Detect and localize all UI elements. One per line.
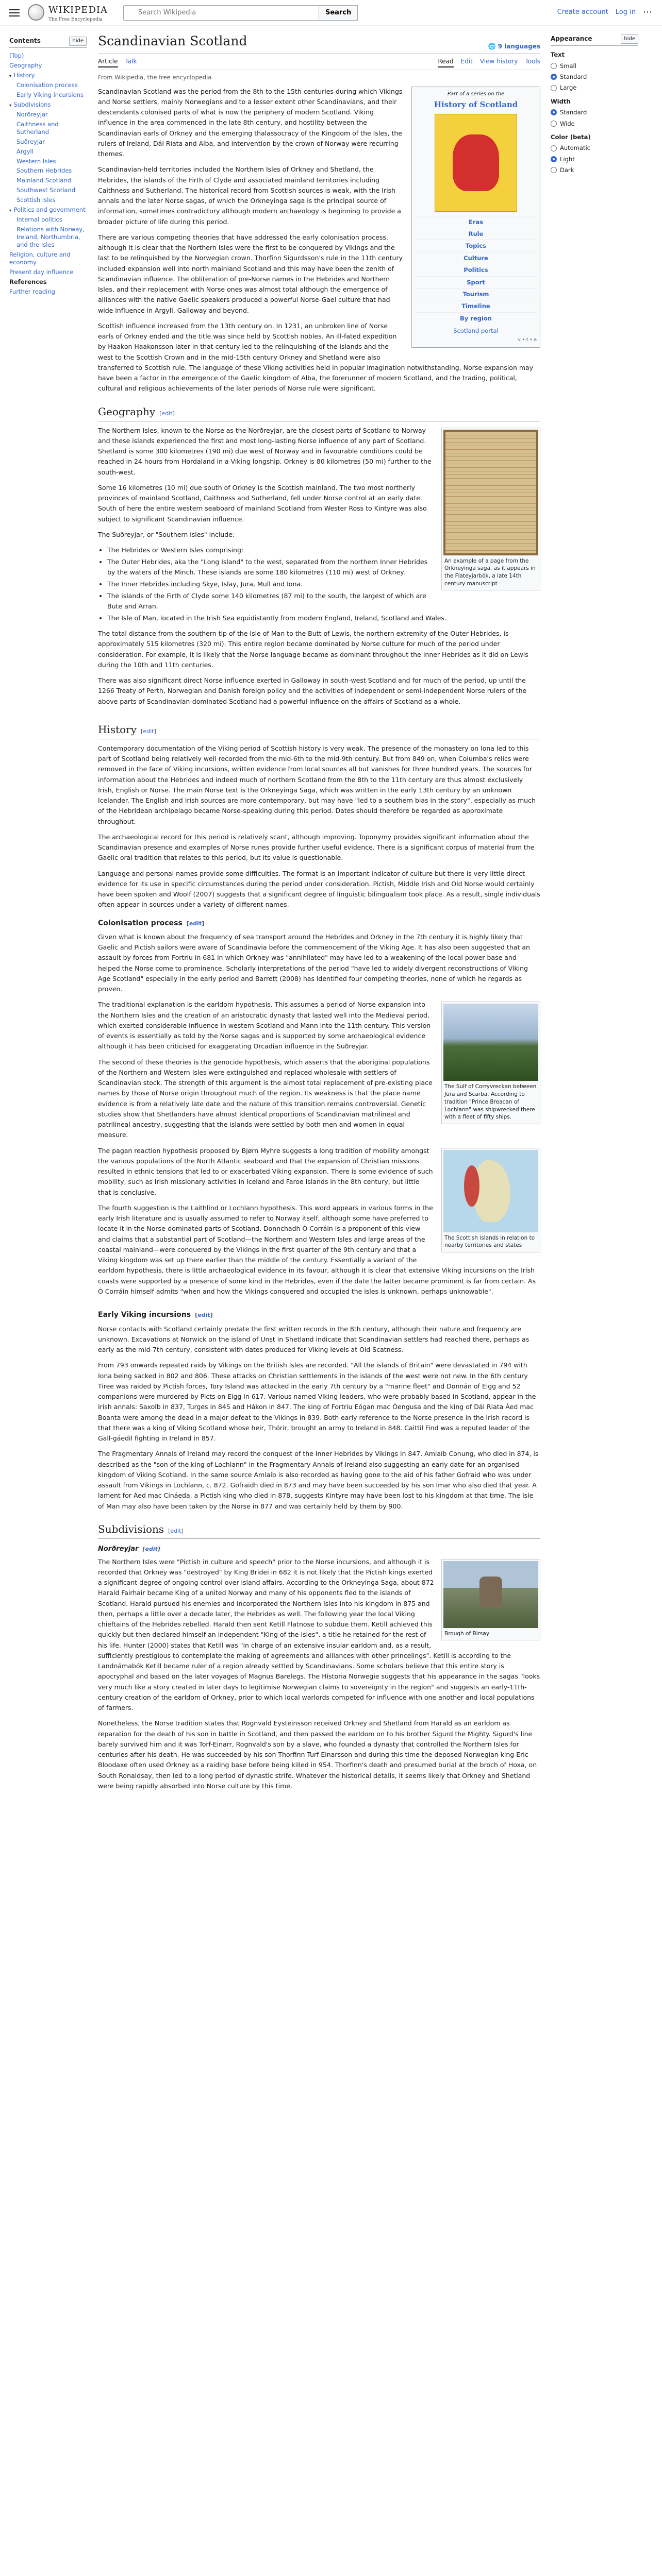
toc-item[interactable] (9, 71, 87, 80)
toc-item[interactable] (9, 176, 87, 185)
chevron-down-icon[interactable]: ▾ (9, 208, 13, 213)
from-wikipedia: From Wikipedia, the free encyclopedia (98, 74, 212, 81)
tab-tools[interactable]: Tools (525, 58, 540, 65)
search-form (123, 5, 358, 21)
radio-icon[interactable] (551, 109, 557, 115)
history-title: History (98, 723, 137, 736)
toc-item[interactable] (9, 185, 87, 195)
toc-item-label: Relations with Norway, Ireland, Northumbria, and the Isles (16, 226, 85, 248)
figure-corryvreckan (441, 1002, 540, 1124)
list-item: • The Hebrides or Western Isles comprising: (107, 545, 540, 555)
toc-item-label: Suðreyjar (16, 138, 45, 145)
toc-item[interactable] (9, 225, 87, 250)
width-label: Width (551, 97, 571, 105)
radio-label: Dark (560, 166, 574, 174)
toc-item-label: Subdivisions (13, 100, 51, 108)
radio-option[interactable] (551, 72, 638, 81)
edit-link[interactable]: edit (145, 1545, 158, 1552)
edit-link[interactable]: edit (170, 1527, 181, 1534)
toc-item[interactable] (9, 61, 87, 71)
early-incursions-heading: Early Viking incursions [edit] (98, 1311, 213, 1319)
globe-icon (28, 4, 44, 21)
figure-caption: Brough of Birsay (444, 1630, 490, 1637)
tab-talk[interactable]: Talk (125, 58, 137, 65)
appearance-title: Appearance (551, 35, 592, 42)
toc-item-label: (Top) (9, 52, 24, 60)
toc-item[interactable] (9, 267, 87, 277)
scottish-islands-map[interactable] (443, 1150, 538, 1232)
toc-item-label: Further reading (9, 287, 55, 295)
toc-item-label: Scottish Isles (16, 196, 56, 204)
geography-heading: Geography [edit] (98, 403, 540, 421)
color-label: Color (beta) (551, 133, 591, 141)
infobox-row[interactable]: Sport (415, 276, 537, 288)
search-input[interactable] (123, 5, 319, 21)
chevron-down-icon[interactable]: ▾ (9, 74, 13, 79)
language-button[interactable]: 🌐 9 languages (488, 42, 540, 50)
history-paragraph-3: Language and personal names provide some difficulties. The format is an important indicator of culture but there is very little direct evidence for its use in specific circumstances during the period under consideration. Pictish, Middle Irish and Old Norse would certainly have been spoken and Woolf (2007) suggests that a significant degree of linguistic bilingualism took place. As a result, single individuals often appear in sources under a variety of different names. (98, 869, 540, 909)
intro-paragraph-4: Scottish influence increased from the 13th century on. In 1231, an unbroken line of Norse earls of Orkney ended and the title was since held by Scottish nobles. An ill-fated expedition by Haakon Haakonsson later in that century led to the relinquishing of the islands and the west to the Scottish Crown and in the mid-15th century Orkney and Shetland were also transferred to Scottish rule. The language of these Viking activities held in popular imagination notwithstanding, Norse expansion may have been a factor in the emergence of the Gaelic kingdom of Alba, the forerunner of modern Scotland, and the trading, political, cultural and religious achievements of the later periods of Norse rule were significant. (98, 321, 534, 393)
search-button[interactable]: Search (319, 5, 358, 21)
colonisation-paragraph-4: The pagan reaction hypothesis proposed by Bjørn Myhre suggests a long tradition of mobility amongst the various populations of the North Atlantic seaboard and that the expansion of Christian missions resulted in ethnic tensions that led to or exacerbated Viking expansion. There is some evidence of such mobility, such as Irish missionary activities in Iceland and Faroe Islands in the 8th century, but little that is conclusive. (98, 1146, 433, 1196)
geography-title: Geography (98, 405, 156, 418)
toc-item[interactable] (9, 287, 87, 297)
edit-link[interactable]: edit (143, 727, 154, 735)
broch-shape (479, 1577, 502, 1607)
nordreyjar-title: Norðreyjar (98, 1545, 139, 1553)
list-item: • The Inner Hebrides including Skye, Islay, Jura, Mull and Iona. (107, 579, 540, 589)
nordreyjar-paragraph-1: The Northern Isles were "Pictish in culture and speech" prior to the Norse incursions, and although it is recorded that Orkney was "destroyed" by King Bridei in 682 it is not likely that the Pictish kings exerted a significant degree of ongoing control over island affairs. According to the Orkneyinga Saga, about 872 Harald Fairhair became King of a united Norway and many of his opponents fled to the islands of Scotland. Harald pursued his enemies and incorporated the Northern Isles into his kingdom in 875 and then, perhaps a little over a decade later, the Hebrides as well. The following year the local Viking chieftains of the Hebrides rebelled. Harald then sent Ketill Flatnose to subdue them. Ketill achieved this quickly but then declared himself an independent "King of the Isles", a title he retained for the rest of his life. Hunter (2000) states that Ketill was "in charge of an extensive insular earldom and, as a result, sufficiently prestigious to contemplate the making of agreements and alliances with other princelings". Ketill is according to the Landnámabók Ketill became ruler of a region already settled by Scandinavians. Some scholars believe that this entire story is apocryphal and based on the later voyages of Magnus Barelegs. The Historia Norwegie suggests that his appearance in the sagas "looks very much like a story created in later days to legitimise Norwegian claims to sovereignty in the region" and suggests an early-11th-century creation of the earldom of Orkney, prior to which local warlords competed for influence with one another and local populations of farmers. (98, 1557, 540, 1712)
map-highlight-shape (464, 1165, 479, 1207)
radio-option[interactable] (551, 143, 638, 152)
geography-paragraph-4: The total distance from the southern tip of the Isle of Man to the Butt of Lewis, the northern extremity of the Outer Hebrides, is approximately 515 kilometres (320 mi). This entire region became dominated by Norse culture for much of the period under consideration. For example, it is likely that the Norse language became as dominant throughout the Inner Hebrides as it did on Lewis during the 10th and 11th centuries. (98, 630, 528, 669)
toc-item[interactable] (9, 166, 87, 176)
colonisation-heading: Colonisation process [edit] (98, 919, 205, 927)
toc-item-label: Norðreyjar (16, 110, 48, 118)
toc-item-label: Geography (9, 62, 42, 70)
map-land-shape (474, 1160, 510, 1222)
royal-banner-image (435, 114, 517, 212)
nordreyjar-heading: Norðreyjar [edit] (98, 1545, 160, 1553)
lion-rampant-icon (453, 134, 499, 191)
history-heading: History [edit] (98, 721, 540, 739)
toc-item-label: Politics and government (13, 206, 86, 214)
geography-paragraph-5: There was also significant direct Norse influence exerted in Galloway in south-west Scotland and for much of the period, up until the 1266 Treaty of Perth, Norwegian and Danish foreign policy and the activities of independent or semi-independent Norse rulers of the above parts of Scandinavian-dominated Scotland had a powerful influence on the affairs of Scotland as a whole. (98, 676, 527, 705)
radio-option[interactable] (551, 155, 638, 164)
tab-view-history[interactable]: View history (479, 58, 518, 65)
figure-caption: The Scottish islands in relation to nearby territories and states (444, 1234, 535, 1249)
infobox-row[interactable]: Timeline (415, 300, 537, 312)
radio-label: Standard (560, 73, 587, 80)
infobox-row[interactable]: Tourism (415, 288, 537, 300)
toc-item-label: References (9, 278, 47, 285)
colonisation-paragraph-3: The second of these theories is the genocide hypothesis, which asserts that the aboriginal populations of the Northern and Western Isles were extinguished and replaced wholesale with settlers of Scandinavian stock. The strength of this argument is the almost total replacement of pre-existing place names by those of Norse origin throughout much of the region. Its weakness is that the place name evidence is from a relatively late date and the nature of this transition remains controversial. Genetic studies show that Shetlanders have almost identical proportions of Scandinavian matrilineal and patrilineal ancestry, suggesting that the islands were settled by both men and women in equal measure. (98, 1058, 433, 1139)
infobox-nav[interactable]: v • t • e (518, 337, 537, 343)
intro-paragraph-1: Scandinavian Scotland was the period from the 8th to the 15th centuries during which Vikings and Norse settlers, mainly Norwegians and to a lesser extent other Scandinavians, and their descendants colonised parts of what is now the periphery of modern Scotland. Viking influence in the area commenced in the late 8th century, and hostility between the Scandinavian earls of Orkney and the emerging thalassocracy of the Kingdom of the Isles, the rulers of Ireland, Dál Riata and Alba, and intervention by the crown of Norway were recurring themes. (98, 87, 403, 158)
colonisation-paragraph-2: The traditional explanation is the earldom hypothesis. This assumes a period of Norse expansion into the Northern Isles and the creation of an aristocratic dynasty that lasted well into the Medieval period, which exerted considerable influence in western Scotland and Mann into the 11th century. This version of events is essentially as told by the Norse sagas and is supported by some archaeological evidence although it has been criticised for exaggerating Orcadian influence in the Suðreyjar. (98, 1001, 431, 1050)
toc-item-label: Southern Hebrides (16, 167, 72, 175)
subdivisions-title: Subdivisions (98, 1522, 164, 1535)
infobox-row[interactable]: By region (415, 312, 537, 324)
logo-text: WIKIPEDIA (48, 4, 108, 15)
list-item: • The islands of the Firth of Clyde some 140 kilometres (87 mi) to the south, the largest of which are Bute and Arran. (107, 591, 540, 612)
toc-item[interactable] (9, 51, 87, 61)
toc-item[interactable] (9, 250, 87, 267)
toc-item[interactable] (9, 110, 87, 120)
toc-item[interactable] (9, 195, 87, 205)
early-incursions-title: Early Viking incursions (98, 1311, 191, 1319)
toc-item[interactable] (9, 147, 87, 157)
birsay-image[interactable] (443, 1561, 538, 1628)
text-size-label: Text (551, 51, 565, 59)
geography-paragraph-1: The Northern Isles, known to the Norse as the Norðreyjar, are the closest parts of Scotland to Norway and these islands experienced the first and most long-lasting Norse influence of any part of Scotland. Shetland is some 300 kilometres (190 mi) due west of Norway and in favourable conditions could be reached in 24 hours from Hordaland in a Viking longship. Orkney is 80 kilometres (50 mi) further to the south-west. (98, 426, 432, 476)
table-of-contents (9, 26, 87, 1797)
toc-item-label: Religion, culture and economy (9, 250, 71, 266)
logo-subtitle: The Free Encyclopedia (48, 17, 103, 23)
subdivisions-heading: Subdivisions [edit] (98, 1521, 540, 1539)
radio-label: Standard (560, 109, 587, 116)
nordreyjar-paragraph-2: Nonetheless, the Norse tradition states that Rognvald Eysteinsson received Orkney and Shetland from Harald as an earldom as reparation for the death of his son in battle in Scotland, and then passed the earldom on to his brother Sigurd the Mighty. Sigurd's line barely survived him and it was Torf-Einarr, Rognvald's son by a slave, who founded a dynasty that controlled the Northern Isles for centuries after his death. He was succeeded by his son Thorfinn Turf-Einarsson and during this time the deposed Norwegian king Eric Bloodaxe often used Orkney as a raiding base before being killed in 954. Thorfinn's death and presumed burial at the broch of Hoxa, on South Ronaldsay, then led to a long period of dynastic strife. Whatever the historical details, it seems likely that Orkney and Shetland were being rapidly absorbed into Norse culture by this time. (98, 1719, 537, 1790)
toc-item-label: Internal politics (16, 216, 62, 224)
toc-item-label: Colonisation process (16, 81, 78, 89)
radio-label: Automatic (560, 144, 590, 152)
site-header (0, 0, 662, 26)
toc-item-label: Western Isles (16, 157, 56, 165)
radio-icon[interactable] (551, 156, 557, 162)
intro-paragraph-3: There are various competing theories that have addressed the early colonisation process, although it is clear that the Northern Isles were the first to be conquered by Vikings and the last to be relinquished by the Norwegian crown. Thorfinn Sigurdsson's rule in the 11th century included expansion well into north mainland Scotland and this may have been the zenith of Scandinavian influence. The obliteration of pre-Norse names in the Hebrides and Northern Isles, and their replacement with Norse ones was almost total although the emergence of alliances with the native Gaelic speakers produced a powerful Norse-Gael culture that had wide influence in Argyll, Galloway and beyond. (98, 233, 403, 314)
toc-item[interactable] (9, 277, 87, 287)
radio-option[interactable] (551, 61, 638, 71)
radio-icon[interactable] (551, 167, 557, 173)
create-account-link[interactable]: Create account (557, 8, 608, 16)
log-in-link[interactable]: Log in (615, 8, 636, 16)
edit-link[interactable]: edit (189, 920, 202, 927)
radio-option[interactable] (551, 119, 638, 128)
toc-item[interactable] (9, 137, 87, 147)
toc-item[interactable] (9, 100, 87, 110)
infobox-row[interactable]: Rule (415, 228, 537, 240)
colonisation-paragraph-1: Given what is known about the frequency of sea transport around the Hebrides and Orkney in the 7th century it is highly likely that Gaelic and Pictish sailors were aware of Scandinavia before the commencement of the Viking Age. It has also been suggested that an assault by forces from Fortriu in 681 in which Orkney was "annihilated" may have led to a weakening of the local power base and helped the Norse come to prominence. Scholarly interpretations of the period "have led to widely divergent reconstructions of Viking Age Scotland" especially in the early period and Barrett (2008) has identified four competing theories, none of which he regards as proven. (98, 933, 530, 993)
toc-item[interactable] (9, 205, 87, 215)
infobox-row[interactable]: Culture (415, 252, 537, 264)
tab-article[interactable]: Article (98, 57, 118, 67)
figure-map (441, 1148, 540, 1252)
edit-link[interactable]: edit (197, 1312, 210, 1319)
toc-item-label: Early Viking incursions (16, 91, 84, 98)
more-options-icon[interactable]: ⋯ (643, 7, 653, 18)
infobox-title[interactable]: History of Scotland (434, 99, 518, 109)
early-paragraph-2: From 793 onwards repeated raids by Vikings on the British Isles are recorded. "All the islands of Britain" were devastated in 794 with Iona being sacked in 802 and 806. These attacks on Christian settlements in the islands of the west were not new. In the 6th century Tiree was raided by Pictish forces, Tory Island was attacked in the early 7th century by a "marine fleet" and Donnán of Eigg and 52 companions were murdered by Picts on Eigg in 617. Various named Viking leaders, who were probably based in Scotland, appear in the Irish annals: Saxolb in 837, Turges in 845 and Hákon in 847. The king of Fortriu Eógan mac Óengusa and the king of Dál Riata Áed mac Boanta were among the dead in a major defeat to the Vikings in 839. Both early reference to the Norse presence in the Irish record is that there was a king of Viking Scotland whose heir, Thórir, brought an army to Ireland in 848. Caittil Find was a reputed leader of the Gall-gáedil fighting in Ireland in 857. (98, 1361, 536, 1443)
radio-label: Small (560, 62, 576, 70)
intro-paragraph-2: Scandinavian-held territories included the Northern Isles of Orkney and Shetland, the Hebrides, the islands of the Firth of Clyde and associated mainland territories including Caithness and Sutherland. The historical record from Scottish sources is weak, with the Irish annals and the later Norse sagas, of which the Orkneyinga saga is the principal source of information, sometimes contradictory although modern archaeology is beginning to provide a broader picture of life during this period. (98, 165, 401, 226)
infobox (411, 87, 540, 348)
figure-caption: The Sulf of Corryvreckan between Jura and Scarba. According to tradition "Prince Breacan of Lochlann" was shipwrecked there with a fleet of fifty ships. (444, 1083, 537, 1121)
early-paragraph-1: Norse contacts with Scotland certainly predate the first written records in the 8th century, although their nature and frequency are unknown. Excavations at Norwick on the island of Unst in Shetland indicate that Scandinavian settlers had reached there, perhaps as early as the mid-7th century, consistent with dates produced for Viking levels at Old Scatness. (98, 1325, 529, 1354)
appearance-panel (551, 26, 638, 1797)
toc-item[interactable] (9, 120, 87, 137)
main-menu-icon[interactable] (9, 9, 20, 16)
radio-option[interactable] (551, 83, 638, 92)
appearance-hide-button[interactable]: hide (621, 35, 638, 44)
colonisation-title: Colonisation process (98, 919, 183, 927)
toc-hide-button[interactable]: hide (69, 37, 87, 46)
radio-label: Large (560, 84, 577, 92)
corryvreckan-image[interactable] (443, 1004, 538, 1081)
edit-link[interactable]: edit (161, 410, 173, 417)
toc-item-label: Southwest Scotland (16, 187, 76, 194)
figure-manuscript (441, 428, 540, 591)
tab-edit[interactable]: Edit (460, 58, 473, 65)
infobox-row[interactable]: Politics (415, 264, 537, 276)
radio-label: Light (560, 155, 575, 163)
toc-title: Contents (9, 37, 41, 44)
radio-icon[interactable] (551, 145, 557, 151)
colonisation-paragraph-5: The fourth suggestion is the Laithlind or Lochlann hypothesis. This word appears in various forms in the early Irish literature and is usually assumed to refer to Norway itself, although some have preferred to locate it in the Norse-dominated parts of Scotland. Donnchadh Ó Corráin is a proponent of this view and claims that a substantial part of Scotland—the Northern and Western Isles and large areas of the coastal mainland—were conquered by the Vikings in the first quarter of the 9th century and that a Viking kingdom was set up there earlier than the middle of the century. Essentially a variant of the earldom hypothesis, there is little archaeological evidence in its favour, although it is clear that extensive Viking incursions on the Irish coasts were supported by a presence of some kind in the Hebrides, even if the date the latter became prominent is far from certain. As Ó Corráin himself admits "when and how the Vikings conquered and occupied the isles is unknown, perhaps unknowable". (98, 1204, 536, 1295)
page-title: Scandinavian Scotland (98, 33, 247, 48)
radio-label: Wide (560, 120, 575, 127)
main-content (87, 26, 551, 1797)
radio-option[interactable] (551, 165, 638, 175)
toc-item[interactable] (9, 215, 87, 225)
radio-icon[interactable] (551, 63, 557, 69)
figure-birsay (441, 1559, 540, 1641)
toc-item-label: Mainland Scotland (16, 177, 71, 184)
toc-item-label: Caithness and Sutherland (16, 120, 59, 135)
early-paragraph-3: The Fragmentary Annals of Ireland may record the conquest of the Inner Hebrides by Vikings in 847. Amlaíb Conung, who died in 874, is described as the "son of the king of Lochlann" in the Fragmentary Annals of Ireland also suggesting an early date for an organised kingdom of Viking Scotland. In the same source Amlaíb is also recorded as having gone to the aid of his father Gofraid who was under assault from Vikings in Lochlann, c. 872. Gofraidh died in 873 and may have been succeeded by his son Ímar who also died that year. A lament for Áed mac Cináeda, a Pictish king who died in 878, suggests Kintyre may have been lost to his kingdom at that time. The Isle of Man may also have been taken by the Norse in 877 and was certainly held by them by 900. (98, 1450, 539, 1510)
radio-icon[interactable] (551, 85, 557, 91)
toc-item-label: Present day influence (9, 268, 74, 276)
radio-option[interactable] (551, 108, 638, 117)
wikipedia-logo[interactable] (28, 3, 108, 23)
chevron-down-icon[interactable]: ▾ (9, 103, 13, 108)
language-count: 9 languages (498, 42, 540, 50)
infobox-top: Part of a series on the (447, 91, 505, 97)
toc-item-label: History (13, 72, 35, 79)
toc-item[interactable] (9, 157, 87, 166)
toc-item[interactable] (9, 80, 87, 90)
list-item: • The Outer Hebrides, aka the "Long Island" to the west, separated from the northern Inner Hebrides by the waters of the Minch. These islands are some 180 kilometres (110 mi) west of Orkney. (107, 557, 540, 578)
infobox-row[interactable]: Eras (415, 216, 537, 228)
toc-item-label: Argyll (16, 147, 34, 155)
infobox-row[interactable]: Topics (415, 240, 537, 251)
manuscript-image[interactable] (443, 430, 538, 555)
geography-paragraph-2: Some 16 kilometres (10 mi) due south of Orkney is the Scottish mainland. The two most northerly provinces of mainland Scotland, Caithness and Sutherland, fell under Norse control at an early date. South of here the entire western seaboard of mainland Scotland from Wester Ross to Kintyre was also subject to significant Scandinavian influence. (98, 483, 427, 523)
radio-icon[interactable] (551, 74, 557, 80)
radio-icon[interactable] (551, 121, 557, 127)
history-paragraph-2: The archaeological record for this period is relatively scant, although improving. Toponymy provides significant information about the Scandinavian presence and examples of Norse runes provide further useful evidence. There is a significant corpus of material from the Gaelic oral tradition that relates to this period, but its value is questionable. (98, 833, 535, 862)
tab-read[interactable]: Read (438, 57, 453, 67)
geography-paragraph-3: The Suðreyjar, or "Southern isles" include: (98, 530, 235, 538)
toc-item[interactable] (9, 90, 87, 100)
figure-caption: An example of a page from the Orkneyinga saga, as it appears in the Flateyjarbók, a late 14th century manuscript (444, 557, 536, 587)
history-paragraph-1: Contemporary documentation of the Viking period of Scottish history is very weak. The presence of the monastery on Iona led to this part of Scotland being relatively well recorded from the mid-6th to the mid-9th century. But from 849 on, when Columba's relics were removed in the face of Viking incursions, written evidence from local sources all but vanishes for three hundred years. The sources for information about the Hebrides and indeed much of northern Scotland from the 8th to the 11th century are thus almost exclusively Irish, English or Norse. The main Norse text is the Orkneyinga Saga, which was written in the early 13th century by an unknown Icelander. The English and Irish sources are more contemporary, but may have "led to a southern bias in the story", especially as much of the Hebridean archipelago became Norse-speaking during this period. Dates should therefore be regarded as approximate throughout. (98, 744, 536, 825)
list-item: • The Isle of Man, located in the Irish Sea equidistantly from modern England, Ireland, Scotland and Wales. (107, 613, 540, 623)
scotland-portal-link[interactable]: Scotland portal (453, 327, 499, 335)
